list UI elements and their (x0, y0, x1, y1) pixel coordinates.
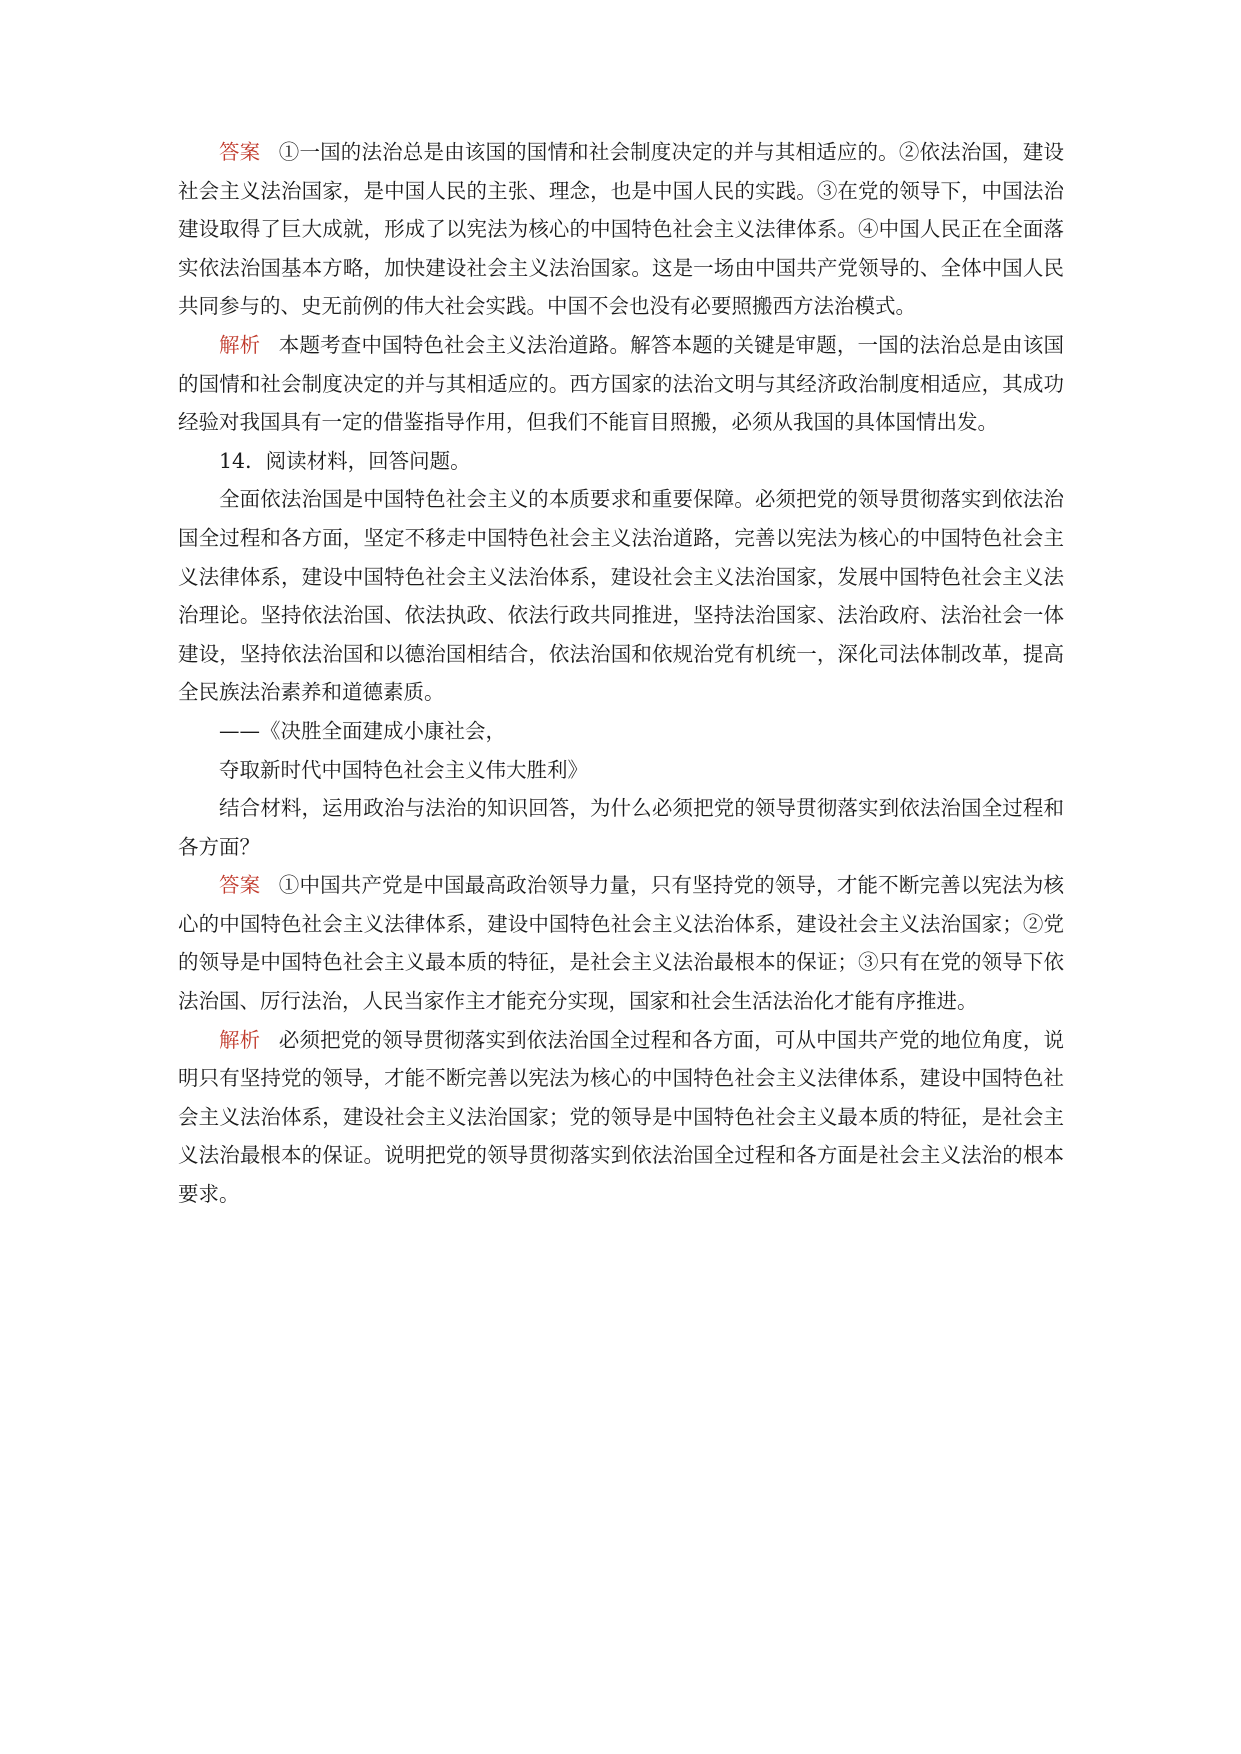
answer-label: 答案 (219, 140, 261, 164)
answer-text: ①中国共产党是中国最高政治领导力量，只有坚持党的领导，才能不断完善以宪法为核心的中国特色社会主义法律体系，建设中国特色社会主义法治体系，建设社会主义法治国家；②党的领导是中国特色社会主义最本质的特征，是社会主义法治最根本的保证；③只有在党的领导下依法治国、厉行法治，人民当家作主才能充分实现，国家和社会生活法治化才能有序推进。 (178, 873, 1065, 1014)
answer-text: ①一国的法治总是由该国的国情和社会制度决定的并与其相适应的。②依法治国，建设社会主义法治国家，是中国人民的主张、理念，也是中国人民的实践。③在党的领导下，中国法治建设取得了巨大成就，形成了以宪法为核心的中国特色社会主义法律体系。④中国人民正在全面落实依法治国基本方略，加快建设社会主义法治国家。这是一场由中国共产党领导的、全体中国人民共同参与的、史无前例的伟大社会实践。中国不会也没有必要照搬西方法治模式。 (178, 140, 1065, 319)
analysis-label: 解析 (219, 332, 261, 357)
analysis-text: 本题考查中国特色社会主义法治道路。解答本题的关键是审题，一国的法治总是由该国的国情和社会制度决定的并与其相适应的。西方国家的法治文明与其经济政治制度相适应，其成功经验对我国具有一定的借鉴指导作用，但我们不能盲目照搬，必须从我国的具体国情出发。 (178, 332, 1065, 435)
question-14-heading: 14．阅读材料，回答问题。 (219, 448, 471, 473)
document-page (178, 133, 1064, 1214)
material-source-line-1: ——《决胜全面建成小康社会， (219, 718, 506, 743)
question-14-material: 全面依法治国是中国特色社会主义的本质要求和重要保障。必须把党的领导贯彻落实到依法治国全过程和各方面，坚定不移走中国特色社会主义法治道路，完善以宪法为核心的中国特色社会主义法律体系，建设中国特色社会主义法治体系，建设社会主义法治国家，发展中国特色社会主义法治理论。坚持依法治国、依法执政、依法行政共同推进，坚持法治国家、法治政府、法治社会一体建设，坚持依法治国和以德治国相结合，依法治国和依规治党有机统一，深化司法体制改革，提高全民族法治素养和道德素质。 (178, 487, 1064, 705)
material-source-line-2: 夺取新时代中国特色社会主义伟大胜利》 (219, 757, 588, 782)
answer-paragraph-14 (178, 866, 1064, 1020)
answer-label: 答案 (219, 873, 261, 898)
answer-paragraph-13 (178, 133, 1064, 326)
analysis-text: 必须把党的领导贯彻落实到依法治国全过程和各方面，可从中国共产党的地位角度，说明只有坚持党的领导，才能不断完善以宪法为核心的中国特色社会主义法律体系，建设中国特色社会主义法治体系，建设社会主义法治国家；党的领导是中国特色社会主义最本质的特征，是社会主义法治最根本的保证。说明把党的领导贯彻落实到依法治国全过程和各方面是社会主义法治的根本要求。 (178, 1027, 1065, 1207)
analysis-label: 解析 (219, 1027, 261, 1052)
analysis-paragraph-13 (178, 326, 1064, 442)
question-14-prompt: 结合材料，运用政治与法治的知识回答，为什么必须把党的领导贯彻落实到依法治国全过程和各方面？ (178, 796, 1064, 859)
analysis-paragraph-14 (178, 1021, 1064, 1214)
